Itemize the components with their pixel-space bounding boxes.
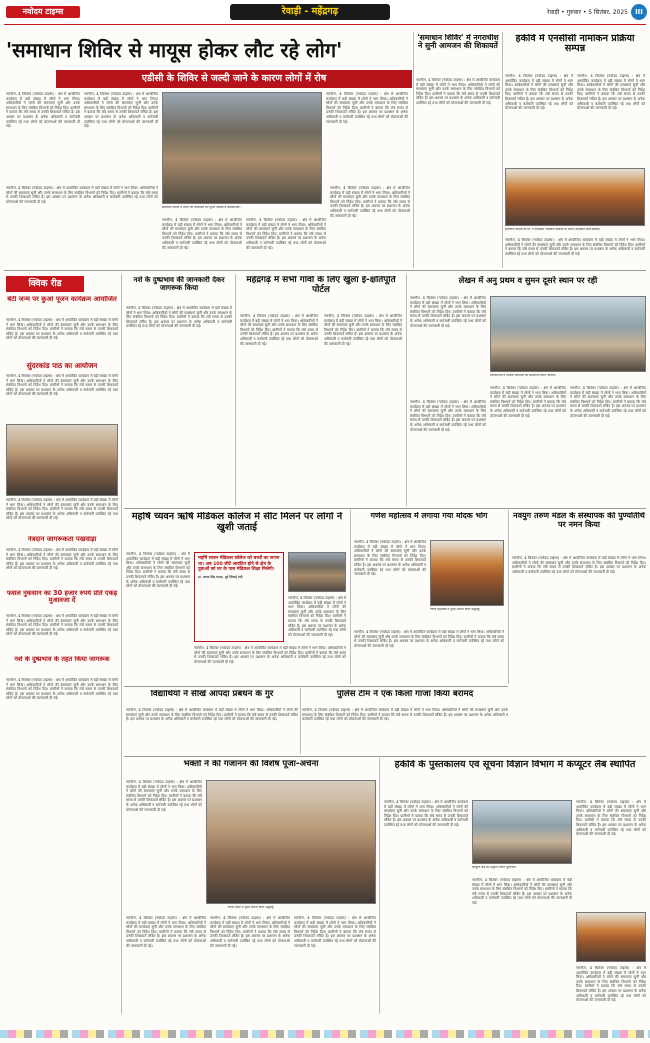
library-photo-2 xyxy=(576,912,646,962)
bhakt-photo xyxy=(206,780,376,904)
quick-read-item-5: नशे के दुष्प्रभाव के तहत किया जागरूक xyxy=(14,656,110,663)
library-headline: हकेवि के पुस्तकालय एवं सूचना विज्ञान विभाग में कंप्यूटर लैब स्थापित xyxy=(394,760,636,770)
medical-headline: महर्षि च्यवन ऋषि मेडिकल कॉलेज में सीट मिलने पर लोगों ने खुशी जताई xyxy=(131,512,343,533)
quick-read-body-6: नारनौल, 4 सितंबर (नवोदय टाइम्स) : क्षेत्र में आयोजित कार्यक्रम में बड़ी संख्या में लोगों ने भाग लिया। अधिकारियों ने लोगों की समस्याएं सुनीं और उनके समाधान के लिए संबंधित विभागों को निर्देश दिए। ग्रामीणों ने बताया कि लंबे समय से उनकी शिकायतें लंबित हैं। इस अवसर पर प्रशासन के अनेक अधिकारी व कर्मचारी उपस्थित रहे तथा लोगों को योजनाओं की जानकारी दी गई। xyxy=(6,678,118,701)
ganesh-headline: गणेश महोत्सव में लगाया गया मोदक भोग xyxy=(370,512,488,520)
paper-logo xyxy=(6,6,80,18)
drugs-body: नारनौल, 4 सितंबर (नवोदय टाइम्स) : क्षेत्र में आयोजित कार्यक्रम में बड़ी संख्या में लोगों ने भाग लिया। अधिकारियों ने लोगों की समस्याएं सुनीं और उनके समाधान के लिए संबंधित विभागों को निर्देश दिए। ग्रामीणों ने बताया कि लंबे समय से उनकी शिकायतें लंबित हैं। इस अवसर पर प्रशासन के अनेक अधिकारी व कर्मचारी उपस्थित रहे तथा लोगों को योजनाओं की जानकारी दी गई। xyxy=(126,306,232,329)
medical-body-1: नारनौल, 4 सितंबर (नवोदय टाइम्स) : क्षेत्र में आयोजित कार्यक्रम में बड़ी संख्या में लोगों ने भाग लिया। अधिकारियों ने लोगों की समस्याएं सुनीं और उनके समाधान के लिए संबंधित विभागों को निर्देश दिए। ग्रामीणों ने बताया कि लंबे समय से उनकी शिकायतें लंबित हैं। इस अवसर पर प्रशासन के अनेक अधिकारी व कर्मचारी उपस्थित रहे तथा लोगों को योजनाओं की जानकारी दी गई। xyxy=(126,552,190,589)
ncc-body-1: नारनौल, 4 सितंबर (नवोदय टाइम्स) : क्षेत्र में आयोजित कार्यक्रम में बड़ी संख्या में लोगों ने भाग लिया। अधिकारियों ने लोगों की समस्याएं सुनीं और उनके समाधान के लिए संबंधित विभागों को निर्देश दिए। ग्रामीणों ने बताया कि लंबे समय से उनकी शिकायतें लंबित हैं। इस अवसर पर प्रशासन के अनेक अधिकारी व कर्मचारी उपस्थित रहे तथा लोगों को योजनाओं की जानकारी दी गई। xyxy=(505,74,573,111)
date-line: रेवाड़ी • गुरुवार • 5 सितंबर, 2025 xyxy=(547,9,628,16)
lead-col-4: नारनौल, 4 सितंबर (नवोदय टाइम्स) : क्षेत्र में आयोजित कार्यक्रम में बड़ी संख्या में लोगों ने भाग लिया। अधिकारियों ने लोगों की समस्याएं सुनीं और उनके समाधान के लिए संबंधित विभागों को निर्देश दिए। ग्रामीणों ने बताया कि लंबे समय से उनकी शिकायतें लंबित हैं। इस अवसर पर प्रशासन के अनेक अधिकारी व कर्मचारी उपस्थित रहे तथा लोगों को योजनाओं की जानकारी दी गई। xyxy=(6,186,158,204)
separator xyxy=(379,758,380,1014)
library-body-2: नारनौल, 4 सितंबर (नवोदय टाइम्स) : क्षेत्र में आयोजित कार्यक्रम में बड़ी संख्या में लोगों ने भाग लिया। अधिकारियों ने लोगों की समस्याएं सुनीं और उनके समाधान के लिए संबंधित विभागों को निर्देश दिए। ग्रामीणों ने बताया कि लंबे समय से उनकी शिकायतें लंबित हैं। इस अवसर पर प्रशासन के अनेक अधिकारी व कर्मचारी उपस्थित रहे तथा लोगों को योजनाओं की जानकारी दी गई। xyxy=(576,800,646,837)
separator xyxy=(406,274,407,506)
ncc-headline: हकेवि में एनसीसी नामांकन प्रक्रिया सम्पन्न xyxy=(515,34,635,55)
quick-read-item-3: नेत्रदान जागरूकता पखवाड़ा xyxy=(27,536,97,543)
medical-body-3: नारनौल, 4 सितंबर (नवोदय टाइम्स) : क्षेत्र में आयोजित कार्यक्रम में बड़ी संख्या में लोगों ने भाग लिया। अधिकारियों ने लोगों की समस्याएं सुनीं और उनके समाधान के लिए संबंधित विभागों को निर्देश दिए। ग्रामीणों ने बताया कि लंबे समय से उनकी शिकायतें लंबित हैं। इस अवसर पर प्रशासन के अनेक अधिकारी व कर्मचारी उपस्थित रहे तथा लोगों को योजनाओं की जानकारी दी गई। xyxy=(288,596,346,637)
separator xyxy=(350,510,351,684)
lekhan-body-2: नारनौल, 4 सितंबर (नवोदय टाइम्स) : क्षेत्र में आयोजित कार्यक्रम में बड़ी संख्या में लोगों ने भाग लिया। अधिकारियों ने लोगों की समस्याएं सुनीं और उनके समाधान के लिए संबंधित विभागों को निर्देश दिए। ग्रामीणों ने बताया कि लंबे समय से उनकी शिकायतें लंबित हैं। इस अवसर पर प्रशासन के अनेक अधिकारी व कर्मचारी उपस्थित रहे तथा लोगों को योजनाओं की जानकारी दी गई। xyxy=(410,400,486,432)
lead-headline: 'समाधान शिविर से मायूस होकर लौट रहे लोग' xyxy=(6,38,343,62)
quick-read-body-2: नारनौल, 4 सितंबर (नवोदय टाइम्स) : क्षेत्र में आयोजित कार्यक्रम में बड़ी संख्या में लोगों ने भाग लिया। अधिकारियों ने लोगों की समस्याएं सुनीं और उनके समाधान के लिए संबंधित विभागों को निर्देश दिए। ग्रामीणों ने बताया कि लंबे समय से उनकी शिकायतें लंबित हैं। इस अवसर पर प्रशासन के अनेक अधिकारी व कर्मचारी उपस्थित रहे तथा लोगों को योजनाओं की जानकारी दी गई। xyxy=(6,374,118,397)
ncc-photo-caption: हरियाणा केंद्रीय वि.वि. में एनसीसी नामांकन प्रक्रिया के दौरान उपस्थित छात्र-छात्राएं। xyxy=(505,228,601,231)
page-number: III xyxy=(631,4,647,20)
lead-photo-caption: समाधान शिविर में लोगों की शिकायतें को सुनते एडीसी व प्रशासनिक। xyxy=(162,206,241,209)
ncc-photo xyxy=(505,168,645,226)
lead-subhead-bar xyxy=(56,70,412,88)
row-divider-4 xyxy=(124,756,646,757)
separator xyxy=(502,32,503,268)
library-body-3: नारनौल, 4 सितंबर (नवोदय टाइम्स) : क्षेत्र में आयोजित कार्यक्रम में बड़ी संख्या में लोगों ने भाग लिया। अधिकारियों ने लोगों की समस्याएं सुनीं और उनके समाधान के लिए संबंधित विभागों को निर्देश दिए। ग्रामीणों ने बताया कि लंबे समय से उनकी शिकायतें लंबित हैं। इस अवसर पर प्रशासन के अनेक अधिकारी व कर्मचारी उपस्थित रहे तथा लोगों को योजनाओं की जानकारी दी गई। xyxy=(472,878,572,905)
lekhan-photo-caption: प्रतियोगिता में विजेता छात्राओं को सम्मानित करते अतिथि। xyxy=(490,374,557,377)
medical-quote-by: डा. अभय सिंह यादव, पूर्व सिंचाई मंत्री xyxy=(198,574,243,579)
police-body: नारनौल, 4 सितंबर (नवोदय टाइम्स) : क्षेत्र में आयोजित कार्यक्रम में बड़ी संख्या में लोगों ने भाग लिया। अधिकारियों ने लोगों की समस्याएं सुनीं और उनके समाधान के लिए संबंधित विभागों को निर्देश दिए। ग्रामीणों ने बताया कि लंबे समय से उनकी शिकायतें लंबित हैं। इस अवसर पर प्रशासन के अनेक अधिकारी व कर्मचारी उपस्थित रहे तथा लोगों को योजनाओं की जानकारी दी गई। xyxy=(302,708,508,722)
ncc-body-3: नारनौल, 4 सितंबर (नवोदय टाइम्स) : क्षेत्र में आयोजित कार्यक्रम में बड़ी संख्या में लोगों ने भाग लिया। अधिकारियों ने लोगों की समस्याएं सुनीं और उनके समाधान के लिए संबंधित विभागों को निर्देश दिए। ग्रामीणों ने बताया कि लंबे समय से उनकी शिकायतें लंबित हैं। इस अवसर पर प्रशासन के अनेक अधिकारी व कर्मचारी उपस्थित रहे तथा लोगों को योजनाओं की जानकारी दी गई। xyxy=(505,238,645,256)
quick-read-body-1: नारनौल, 4 सितंबर (नवोदय टाइम्स) : क्षेत्र में आयोजित कार्यक्रम में बड़ी संख्या में लोगों ने भाग लिया। अधिकारियों ने लोगों की समस्याएं सुनीं और उनके समाधान के लिए संबंधित विभागों को निर्देश दिए। ग्रामीणों ने बताया कि लंबे समय से उनकी शिकायतें लंबित हैं। इस अवसर पर प्रशासन के अनेक अधिकारी व कर्मचारी उपस्थित रहे तथा लोगों को योजनाओं की जानकारी दी गई। xyxy=(6,318,118,341)
paper-name: नवोदय टाइम्स xyxy=(22,7,64,16)
police-headline: पुलिस टीम ने एक किलो गांजा किया बरामद xyxy=(336,690,474,699)
lekhan-body-1: नारनौल, 4 सितंबर (नवोदय टाइम्स) : क्षेत्र में आयोजित कार्यक्रम में बड़ी संख्या में लोगों ने भाग लिया। अधिकारियों ने लोगों की समस्याएं सुनीं और उनके समाधान के लिए संबंधित विभागों को निर्देश दिए। ग्रामीणों ने बताया कि लंबे समय से उनकी शिकायतें लंबित हैं। इस अवसर पर प्रशासन के अनेक अधिकारी व कर्मचारी उपस्थित रहे तथा लोगों को योजनाओं की जानकारी दी गई। xyxy=(410,296,486,328)
edition-name: रेवाड़ी - महेंद्रगढ़ xyxy=(281,6,339,17)
lead-col-7: नारनौल, 4 सितंबर (नवोदय टाइम्स) : क्षेत्र में आयोजित कार्यक्रम में बड़ी संख्या में लोगों ने भाग लिया। अधिकारियों ने लोगों की समस्याएं सुनीं और उनके समाधान के लिए संबंधित विभागों को निर्देश दिए। ग्रामीणों ने बताया कि लंबे समय से उनकी शिकायतें लंबित हैं। इस अवसर पर प्रशासन के अनेक अधिकारी व कर्मचारी उपस्थित रहे तथा लोगों को योजनाओं की जानकारी दी गई। xyxy=(330,186,410,218)
lead-col-2: नारनौल, 4 सितंबर (नवोदय टाइम्स) : क्षेत्र में आयोजित कार्यक्रम में बड़ी संख्या में लोगों ने भाग लिया। अधिकारियों ने लोगों की समस्याएं सुनीं और उनके समाधान के लिए संबंधित विभागों को निर्देश दिए। ग्रामीणों ने बताया कि लंबे समय से उनकी शिकायतें लंबित हैं। इस अवसर पर प्रशासन के अनेक अधिकारी व कर्मचारी उपस्थित रहे तथा लोगों को योजनाओं की जानकारी दी गई। xyxy=(84,92,158,129)
row-divider-1 xyxy=(4,270,646,271)
medical-portrait xyxy=(288,552,346,592)
ganesh-body-1: नारनौल, 4 सितंबर (नवोदय टाइम्स) : क्षेत्र में आयोजित कार्यक्रम में बड़ी संख्या में लोगों ने भाग लिया। अधिकारियों ने लोगों की समस्याएं सुनीं और उनके समाधान के लिए संबंधित विभागों को निर्देश दिए। ग्रामीणों ने बताया कि लंबे समय से उनकी शिकायतें लंबित हैं। इस अवसर पर प्रशासन के अनेक अधिकारी व कर्मचारी उपस्थित रहे तथा लोगों को योजनाओं की जानकारी दी गई। xyxy=(354,540,426,577)
lead-col-5: नारनौल, 4 सितंबर (नवोदय टाइम्स) : क्षेत्र में आयोजित कार्यक्रम में बड़ी संख्या में लोगों ने भाग लिया। अधिकारियों ने लोगों की समस्याएं सुनीं और उनके समाधान के लिए संबंधित विभागों को निर्देश दिए। ग्रामीणों ने बताया कि लंबे समय से उनकी शिकायतें लंबित हैं। इस अवसर पर प्रशासन के अनेक अधिकारी व कर्मचारी उपस्थित रहे तथा लोगों को योजनाओं की जानकारी दी गई। xyxy=(162,218,242,250)
side-top-headline: 'समाधान शिविर' में नगराधीश ने सुनी आमजन की शिकायतें xyxy=(417,34,499,51)
lead-col-3: नारनौल, 4 सितंबर (नवोदय टाइम्स) : क्षेत्र में आयोजित कार्यक्रम में बड़ी संख्या में लोगों ने भाग लिया। अधिकारियों ने लोगों की समस्याएं सुनीं और उनके समाधान के लिए संबंधित विभागों को निर्देश दिए। ग्रामीणों ने बताया कि लंबे समय से उनकी शिकायतें लंबित हैं। इस अवसर पर प्रशासन के अनेक अधिकारी व कर्मचारी उपस्थित रहे तथा लोगों को योजनाओं की जानकारी दी गई। xyxy=(326,92,408,124)
side-top-body: नारनौल, 4 सितंबर (नवोदय टाइम्स) : क्षेत्र में आयोजित कार्यक्रम में बड़ी संख्या में लोगों ने भाग लिया। अधिकारियों ने लोगों की समस्याएं सुनीं और उनके समाधान के लिए संबंधित विभागों को निर्देश दिए। ग्रामीणों ने बताया कि लंबे समय से उनकी शिकायतें लंबित हैं। इस अवसर पर प्रशासन के अनेक अधिकारी व कर्मचारी उपस्थित रहे तथा लोगों को योजनाओं की जानकारी दी गई। xyxy=(416,78,500,105)
lead-subhead: एडीसी के शिविर से जल्दी जाने के कारण लोगों में रोष xyxy=(141,73,327,84)
lead-col-1: नारनौल, 4 सितंबर (नवोदय टाइम्स) : क्षेत्र में आयोजित कार्यक्रम में बड़ी संख्या में लोगों ने भाग लिया। अधिकारियों ने लोगों की समस्याएं सुनीं और उनके समाधान के लिए संबंधित विभागों को निर्देश दिए। ग्रामीणों ने बताया कि लंबे समय से उनकी शिकायतें लंबित हैं। इस अवसर पर प्रशासन के अनेक अधिकारी व कर्मचारी उपस्थित रहे तथा लोगों को योजनाओं की जानकारी दी गई। xyxy=(6,92,80,129)
library-body-4: नारनौल, 4 सितंबर (नवोदय टाइम्स) : क्षेत्र में आयोजित कार्यक्रम में बड़ी संख्या में लोगों ने भाग लिया। अधिकारियों ने लोगों की समस्याएं सुनीं और उनके समाधान के लिए संबंधित विभागों को निर्देश दिए। ग्रामीणों ने बताया कि लंबे समय से उनकी शिकायतें लंबित हैं। इस अवसर पर प्रशासन के अनेक अधिकारी व कर्मचारी उपस्थित रहे तथा लोगों को योजनाओं की जानकारी दी गई। xyxy=(576,966,646,1003)
row-divider-3 xyxy=(124,686,508,687)
medical-body-2: नारनौल, 4 सितंबर (नवोदय टाइम्स) : क्षेत्र में आयोजित कार्यक्रम में बड़ी संख्या में लोगों ने भाग लिया। अधिकारियों ने लोगों की समस्याएं सुनीं और उनके समाधान के लिए संबंधित विभागों को निर्देश दिए। ग्रामीणों ने बताया कि लंबे समय से उनकी शिकायतें लंबित हैं। इस अवसर पर प्रशासन के अनेक अधिकारी व कर्मचारी उपस्थित रहे तथा लोगों को योजनाओं की जानकारी दी गई। xyxy=(194,646,346,664)
medical-quote-box xyxy=(194,552,284,642)
separator xyxy=(300,688,301,754)
bhakt-headline: भक्तों ने की गजानन की विशेष पूजा-अर्चना xyxy=(183,760,319,769)
ganesh-body-2: नारनौल, 4 सितंबर (नवोदय टाइम्स) : क्षेत्र में आयोजित कार्यक्रम में बड़ी संख्या में लोगों ने भाग लिया। अधिकारियों ने लोगों की समस्याएं सुनीं और उनके समाधान के लिए संबंधित विभागों को निर्देश दिए। ग्रामीणों ने बताया कि लंबे समय से उनकी शिकायतें लंबित हैं। इस अवसर पर प्रशासन के अनेक अधिकारी व कर्मचारी उपस्थित रहे तथा लोगों को योजनाओं की जानकारी दी गई। xyxy=(354,630,504,648)
library-photo xyxy=(472,800,572,864)
students-body: नारनौल, 4 सितंबर (नवोदय टाइम्स) : क्षेत्र में आयोजित कार्यक्रम में बड़ी संख्या में लोगों ने भाग लिया। अधिकारियों ने लोगों की समस्याएं सुनीं और उनके समाधान के लिए संबंधित विभागों को निर्देश दिए। ग्रामीणों ने बताया कि लंबे समय से उनकी शिकायतें लंबित हैं। इस अवसर पर प्रशासन के अनेक अधिकारी व कर्मचारी उपस्थित रहे तथा लोगों को योजनाओं की जानकारी दी गई। xyxy=(126,708,298,722)
quick-read-tag: क्विक रीड xyxy=(6,276,84,292)
lekhan-body-4: नारनौल, 4 सितंबर (नवोदय टाइम्स) : क्षेत्र में आयोजित कार्यक्रम में बड़ी संख्या में लोगों ने भाग लिया। अधिकारियों ने लोगों की समस्याएं सुनीं और उनके समाधान के लिए संबंधित विभागों को निर्देश दिए। ग्रामीणों ने बताया कि लंबे समय से उनकी शिकायतें लंबित हैं। इस अवसर पर प्रशासन के अनेक अधिकारी व कर्मचारी उपस्थित रहे तथा लोगों को योजनाओं की जानकारी दी गई। xyxy=(570,386,646,418)
lekhan-body-3: नारनौल, 4 सितंबर (नवोदय टाइम्स) : क्षेत्र में आयोजित कार्यक्रम में बड़ी संख्या में लोगों ने भाग लिया। अधिकारियों ने लोगों की समस्याएं सुनीं और उनके समाधान के लिए संबंधित विभागों को निर्देश दिए। ग्रामीणों ने बताया कि लंबे समय से उनकी शिकायतें लंबित हैं। इस अवसर पर प्रशासन के अनेक अधिकारी व कर्मचारी उपस्थित रहे तथा लोगों को योजनाओं की जानकारी दी गई। xyxy=(490,386,566,418)
students-headline: विद्यार्थियों ने सीखे आपदा प्रबंधन के गुर xyxy=(150,690,274,699)
quick-read-body-3: नारनौल, 4 सितंबर (नवोदय टाइम्स) : क्षेत्र में आयोजित कार्यक्रम में बड़ी संख्या में लोगों ने भाग लिया। अधिकारियों ने लोगों की समस्याएं सुनीं और उनके समाधान के लिए संबंधित विभागों को निर्देश दिए। ग्रामीणों ने बताया कि लंबे समय से उनकी शिकायतें लंबित हैं। इस अवसर पर प्रशासन के अनेक अधिकारी व कर्मचारी उपस्थित रहे तथा लोगों को योजनाओं की जानकारी दी गई। xyxy=(6,498,118,521)
edition-badge xyxy=(230,4,390,20)
row-divider-2 xyxy=(124,508,646,509)
masthead-rule xyxy=(4,24,646,25)
separator xyxy=(235,274,236,506)
bhakt-photo-caption: गणेश मंदिर में पूजा-अर्चना करते श्रद्धालु। xyxy=(227,906,275,909)
kabaddi-headline: नवयुग तरुण मंडल के संस्थापक की पुण्यतिथि पर नमन किया xyxy=(513,512,645,529)
library-photo-caption: कंप्यूटर लैब का उद्घाटन करते कुलपति। xyxy=(472,866,517,869)
drugs-headline: नशे के दुष्प्रभाव की जानकारी देकर जागरूक किया xyxy=(133,276,225,292)
medical-quote: महर्षि च्यवन मेडिकल कॉलेज को बच्चों का सपना था। अब 100 सीटें आवंटित होने से क्षेत्र के युवाओं को घर के पास मेडिकल शिक्षा मिलेगी। xyxy=(198,556,280,573)
kabaddi-body: नारनौल, 4 सितंबर (नवोदय टाइम्स) : क्षेत्र में आयोजित कार्यक्रम में बड़ी संख्या में लोगों ने भाग लिया। अधिकारियों ने लोगों की समस्याएं सुनीं और उनके समाधान के लिए संबंधित विभागों को निर्देश दिए। ग्रामीणों ने बताया कि लंबे समय से उनकी शिकायतें लंबित हैं। इस अवसर पर प्रशासन के अनेक अधिकारी व कर्मचारी उपस्थित रहे तथा लोगों को योजनाओं की जानकारी दी गई। xyxy=(512,556,646,574)
print-registration-strip xyxy=(0,1030,650,1038)
bhakt-body-4: नारनौल, 4 सितंबर (नवोदय टाइम्स) : क्षेत्र में आयोजित कार्यक्रम में बड़ी संख्या में लोगों ने भाग लिया। अधिकारियों ने लोगों की समस्याएं सुनीं और उनके समाधान के लिए संबंधित विभागों को निर्देश दिए। ग्रामीणों ने बताया कि लंबे समय से उनकी शिकायतें लंबित हैं। इस अवसर पर प्रशासन के अनेक अधिकारी व कर्मचारी उपस्थित रहे तथा लोगों को योजनाओं की जानकारी दी गई। xyxy=(294,916,376,948)
lead-photo xyxy=(162,92,322,204)
quick-read-item-1: बेटी जन्म पर कुआं पूजन कार्यक्रम आयोजित xyxy=(7,296,117,303)
portal-headline: महेंद्रगढ़ में सभी गांवों के लिए खुला ई-क्षतिपूर्ति पोर्टल xyxy=(246,276,396,295)
bhakt-body-3: नारनौल, 4 सितंबर (नवोदय टाइम्स) : क्षेत्र में आयोजित कार्यक्रम में बड़ी संख्या में लोगों ने भाग लिया। अधिकारियों ने लोगों की समस्याएं सुनीं और उनके समाधान के लिए संबंधित विभागों को निर्देश दिए। ग्रामीणों ने बताया कि लंबे समय से उनकी शिकायतें लंबित हैं। इस अवसर पर प्रशासन के अनेक अधिकारी व कर्मचारी उपस्थित रहे तथा लोगों को योजनाओं की जानकारी दी गई। xyxy=(210,916,290,948)
ganesh-photo-caption: गणेश महोत्सव में पूजा-अर्चना करते श्रद्धालु। xyxy=(430,608,481,611)
ncc-body-2: नारनौल, 4 सितंबर (नवोदय टाइम्स) : क्षेत्र में आयोजित कार्यक्रम में बड़ी संख्या में लोगों ने भाग लिया। अधिकारियों ने लोगों की समस्याएं सुनीं और उनके समाधान के लिए संबंधित विभागों को निर्देश दिए। ग्रामीणों ने बताया कि लंबे समय से उनकी शिकायतें लंबित हैं। इस अवसर पर प्रशासन के अनेक अधिकारी व कर्मचारी उपस्थित रहे तथा लोगों को योजनाओं की जानकारी दी गई। xyxy=(577,74,645,111)
quick-read-body-4: नारनौल, 4 सितंबर (नवोदय टाइम्स) : क्षेत्र में आयोजित कार्यक्रम में बड़ी संख्या में लोगों ने भाग लिया। अधिकारियों ने लोगों की समस्याएं सुनीं और उनके समाधान के लिए संबंधित विभागों को निर्देश दिए। ग्रामीणों ने बताया कि लंबे समय से उनकी शिकायतें लंबित हैं। इस अवसर पर प्रशासन के अनेक अधिकारी व कर्मचारी उपस्थित रहे तथा लोगों को योजनाओं की जानकारी दी गई। xyxy=(6,548,118,571)
separator xyxy=(413,32,414,268)
lekhan-headline: लेखन में अनु प्रथम व सुमन दूसरे स्थान पर रही xyxy=(458,276,598,285)
separator xyxy=(508,510,509,684)
bhakt-body-1: नारनौल, 4 सितंबर (नवोदय टाइम्स) : क्षेत्र में आयोजित कार्यक्रम में बड़ी संख्या में लोगों ने भाग लिया। अधिकारियों ने लोगों की समस्याएं सुनीं और उनके समाधान के लिए संबंधित विभागों को निर्देश दिए। ग्रामीणों ने बताया कि लंबे समय से उनकी शिकायतें लंबित हैं। इस अवसर पर प्रशासन के अनेक अधिकारी व कर्मचारी उपस्थित रहे तथा लोगों को योजनाओं की जानकारी दी गई। xyxy=(126,780,202,812)
portal-body-2: नारनौल, 4 सितंबर (नवोदय टाइम्स) : क्षेत्र में आयोजित कार्यक्रम में बड़ी संख्या में लोगों ने भाग लिया। अधिकारियों ने लोगों की समस्याएं सुनीं और उनके समाधान के लिए संबंधित विभागों को निर्देश दिए। ग्रामीणों ने बताया कि लंबे समय से उनकी शिकायतें लंबित हैं। इस अवसर पर प्रशासन के अनेक अधिकारी व कर्मचारी उपस्थित रहे तथा लोगों को योजनाओं की जानकारी दी गई। xyxy=(324,314,402,346)
ganesh-photo xyxy=(430,540,504,606)
quick-read-body-5: नारनौल, 4 सितंबर (नवोदय टाइम्स) : क्षेत्र में आयोजित कार्यक्रम में बड़ी संख्या में लोगों ने भाग लिया। अधिकारियों ने लोगों की समस्याएं सुनीं और उनके समाधान के लिए संबंधित विभागों को निर्देश दिए। ग्रामीणों ने बताया कि लंबे समय से उनकी शिकायतें लंबित हैं। इस अवसर पर प्रशासन के अनेक अधिकारी व कर्मचारी उपस्थित रहे तथा लोगों को योजनाओं की जानकारी दी गई। xyxy=(6,614,118,637)
quick-read-item-4: फसल नुकसान का 30 हजार रुपये प्रति एकड़ मुआवजा दें xyxy=(6,590,118,605)
quick-read-photo xyxy=(6,424,118,496)
masthead xyxy=(0,0,650,28)
portal-body-1: नारनौल, 4 सितंबर (नवोदय टाइम्स) : क्षेत्र में आयोजित कार्यक्रम में बड़ी संख्या में लोगों ने भाग लिया। अधिकारियों ने लोगों की समस्याएं सुनीं और उनके समाधान के लिए संबंधित विभागों को निर्देश दिए। ग्रामीणों ने बताया कि लंबे समय से उनकी शिकायतें लंबित हैं। इस अवसर पर प्रशासन के अनेक अधिकारी व कर्मचारी उपस्थित रहे तथा लोगों को योजनाओं की जानकारी दी गई। xyxy=(240,314,318,346)
quick-read-item-2: सुंदरकांड पाठ का आयोजन xyxy=(26,362,98,370)
lekhan-photo xyxy=(490,296,646,372)
bhakt-body-2: नारनौल, 4 सितंबर (नवोदय टाइम्स) : क्षेत्र में आयोजित कार्यक्रम में बड़ी संख्या में लोगों ने भाग लिया। अधिकारियों ने लोगों की समस्याएं सुनीं और उनके समाधान के लिए संबंधित विभागों को निर्देश दिए। ग्रामीणों ने बताया कि लंबे समय से उनकी शिकायतें लंबित हैं। इस अवसर पर प्रशासन के अनेक अधिकारी व कर्मचारी उपस्थित रहे तथा लोगों को योजनाओं की जानकारी दी गई। xyxy=(126,916,206,948)
library-body-1: नारनौल, 4 सितंबर (नवोदय टाइम्स) : क्षेत्र में आयोजित कार्यक्रम में बड़ी संख्या में लोगों ने भाग लिया। अधिकारियों ने लोगों की समस्याएं सुनीं और उनके समाधान के लिए संबंधित विभागों को निर्देश दिए। ग्रामीणों ने बताया कि लंबे समय से उनकी शिकायतें लंबित हैं। इस अवसर पर प्रशासन के अनेक अधिकारी व कर्मचारी उपस्थित रहे तथा लोगों को योजनाओं की जानकारी दी गई। xyxy=(384,800,468,827)
lead-col-6: नारनौल, 4 सितंबर (नवोदय टाइम्स) : क्षेत्र में आयोजित कार्यक्रम में बड़ी संख्या में लोगों ने भाग लिया। अधिकारियों ने लोगों की समस्याएं सुनीं और उनके समाधान के लिए संबंधित विभागों को निर्देश दिए। ग्रामीणों ने बताया कि लंबे समय से उनकी शिकायतें लंबित हैं। इस अवसर पर प्रशासन के अनेक अधिकारी व कर्मचारी उपस्थित रहे तथा लोगों को योजनाओं की जानकारी दी गई। xyxy=(246,218,326,250)
separator xyxy=(121,274,122,1014)
